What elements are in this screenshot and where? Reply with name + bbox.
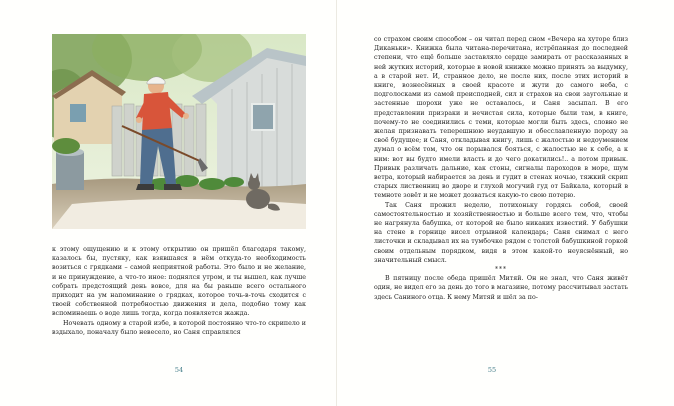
paragraph: Ночевать одному в старой избе, в которой постоянно что-то скрипело и вздыхало, поначалу было невесело, но Саня справлялся [52, 319, 306, 336]
illustration [52, 34, 306, 229]
paragraph: Так Саня прожил неделю, потихоньку гордясь собой, своей самостоятельностью и хозяйственностью и больше всего тем, что, чтобы не нагрянула бабушка, от которой не было никаких известий. У бабушки на стене в горнице висел отрывной календарь; Саня снимал с него листочки и складывал их на тумбочке рядом с толстой бабушкиной горкой своим отдельным порядком, видя в этом какой-то неуяснённый, но значительный смысл. [374, 201, 628, 264]
paragraph: со страхом своим способом – он читал перед сном «Вечера на хуторе близ Диканьки». Книжка была читана-перечитана, истрёпанная до последней степени, что ещё больше заставляло сердце замирать от рассказанных в ней жутких историй, которые в новой книжке можно принять за выдумку, а в старой нет. И, странное дело, не после них, после этих историй в книге, вознесённых в своей красоте и жути до самого неба, с подголосками из самой преисподней, сил и страхов на свои заугольные и застенные шорохи уже не оставалось, и Саня засыпал. В его представлении призраки и нечистая сила, которые были там, в книге, почему-то не соединились с теми, которые могли быть здесь, словно не желая признавать теперешнюю неудавшую и обесславленную породу за своё будущее; и Саня, откладывая книгу, лишь с жалостью и недоумением думал о всём том, что он порывался бояться, с жалостью не к себе, а к ним: вот вы будто имели власть и до чего докатились!.. а потом привык. Привык различать дальние, как стоны, сигналы пароходов в море, шум ветра, который набирается за день и гудит в стенах ночью, тяжкий скрип старых лиственниц во дворе и глухой могучий гуд от Байкала, который в темноте зовёт и не может дозваться какую-то свою потерю. [374, 36, 628, 200]
section-separator: *** [495, 266, 507, 274]
right-page-text [374, 35, 628, 302]
boy-hoeing-garden-illustration [52, 34, 306, 229]
page-number: 55 [487, 366, 497, 374]
right-page [337, 0, 674, 406]
page-number: 54 [174, 366, 184, 374]
left-page-text [52, 245, 306, 337]
paragraph: В пятницу после обеда пришёл Митяй. Он не знал, что Саня живёт один, не видел его за день до того в магазине, потому рассчитывал застать здесь Саниного отца. К нему Митяй и шёл за по- [374, 275, 628, 301]
paragraph: к этому ощущению и к этому открытию он пришёл благодаря такому, казалось бы, пустяку, как взявшаяся в нём откуда-то необходимость возиться с грядками – самой неприятной работы. Это было и не желание, и не принуждение, а что-то иное: поднялся утром, и ты вышел, как лучше собрать предстоящий день вовсе, для на бы раньше всего остального приходит на ум напоминание о грядках, которое точь-в-точь сходится с твоей собственной потребностью движения и дела, подобно тому как вспоминаешь о воде лишь тогда, когда появляется жажда. [52, 246, 306, 318]
